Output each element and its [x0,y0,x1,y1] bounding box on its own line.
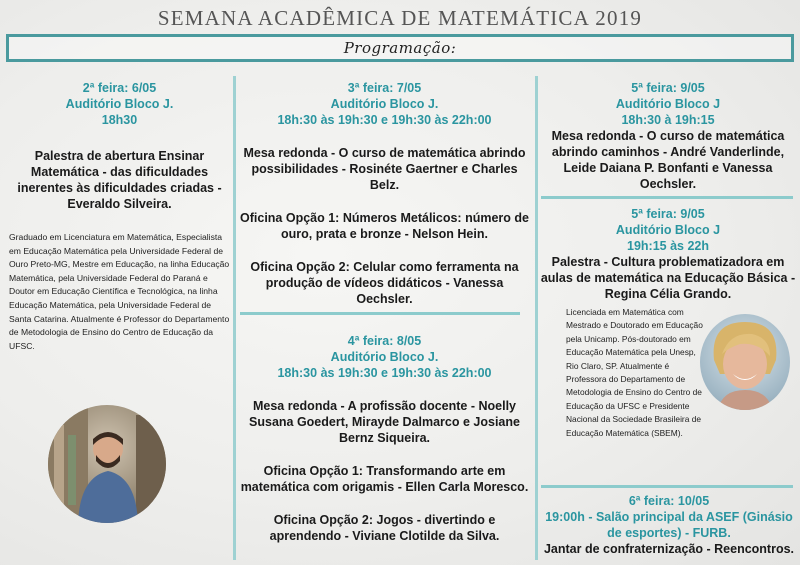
friday-place: 19:00h - Salão principal da ASEF (Ginásio de esportes) - FURB. [545,510,793,540]
wednesday-item-2: Oficina Opção 1: Transformando arte em matemática com origamis - Ellen Carla Moresco. [240,464,529,494]
wednesday-day: 4ª feira: 8/05 [347,334,422,348]
divider-right-1 [541,196,793,199]
program-heading: Programação: [343,39,457,57]
tuesday-block [238,80,531,307]
thursday-block-2 [540,206,796,302]
program-banner [6,34,794,62]
speaker-photo-right [700,314,790,410]
thursday-1-time: 18h:30 à 19h:15 [621,113,715,127]
man-portrait-icon [48,405,166,523]
speaker-bio-right: Licenciada em Matemática com Mestrado e Doutorado em Educação pela Unicamp. Pós-doutorado em Educação Matemática pela Unesp, Rio Claro, SP. Atualmente é Professora do Departamento de Metodologia de Ensino do Centro de Educação da UFSC e Presidente Nacional da Sociedade Brasileira de Educação Matemática (SBEM). [566,307,703,438]
wednesday-item-1: Mesa redonda - A profissão docente - Noelly Susana Goedert, Mirayde Dalmarco e Josiane Bernz Siqueira. [249,399,520,445]
divider-middle [240,312,520,315]
woman-portrait-icon [700,314,790,410]
thursday-2-day: 5ª feira: 9/05 [631,207,705,221]
speaker-photo-left [48,405,166,523]
monday-place: Auditório Bloco J. [65,97,174,111]
friday-block [540,493,798,557]
tuesday-item-2: Oficina Opção 1: Números Metálicos: número de ouro, prata e bronze - Nelson Hein. [240,211,529,241]
thursday-2-time: 19h:15 às 22h [627,239,709,253]
divider-right-2 [541,485,793,488]
thursday-1-place: Auditório Bloco J [615,97,721,111]
tuesday-place: Auditório Bloco J. [330,97,439,111]
wednesday-block [238,333,531,544]
column-divider-left [233,76,236,560]
wednesday-item-3: Oficina Opção 2: Jogos - divertindo e aprendendo - Viviane Clotilde da Silva. [269,513,500,543]
tuesday-item-1: Mesa redonda - O curso de matemática abrindo possibilidades - Rosinéte Gaertner e Charles Belz. [243,146,526,192]
monday-day: 2ª feira: 6/05 [82,81,157,95]
friday-item: Jantar de confraternização - Reencontros. [543,542,795,556]
page-title: SEMANA ACADÊMICA DE MATEMÁTICA 2019 [157,6,643,30]
tuesday-day: 3ª feira: 7/05 [347,81,422,95]
monday-time: 18h30 [101,113,138,127]
thursday-2-item: Palestra - Cultura problematizadora em aulas de matemática na Educação Básica - Regina Célia Grando. [540,255,796,301]
column-divider-right [535,76,538,560]
tuesday-item-3: Oficina Opção 2: Celular como ferramenta na produção de vídeos didáticos - Vanessa Oechsler. [250,260,519,306]
speaker-bio-left: Graduado em Licenciatura em Matemática, Especialista em Educação Matemática pela Universidade Federal de Ouro Preto-MG, Mestre em Educação, na linha Educação Matemática, pela Universidade Federal do Paraná e Doutor em Educação Científica e Tecnológica, na linha Educação Matemática, pela Universidade Federal de Santa Catarina. Atualmente é Professor do Departamento de Metodologia de Ensino do Centro de Educação da UFSC. [9,232,230,351]
thursday-block-1 [540,80,796,192]
wednesday-time: 18h:30 às 19h:30 e 19h:30 às 22h:00 [277,366,492,380]
wednesday-place: Auditório Bloco J. [330,350,439,364]
thursday-2-place: Auditório Bloco J [615,223,721,237]
thursday-1-day: 5ª feira: 9/05 [631,81,705,95]
friday-day: 6ª feira: 10/05 [628,494,710,508]
monday-block [12,80,227,212]
tuesday-time: 18h:30 às 19h:30 e 19h:30 às 22h:00 [277,113,492,127]
monday-talk: Palestra de abertura Ensinar Matemática - das dificuldades inerentes às dificuldades criadas - Everaldo Silveira. [17,149,222,211]
thursday-1-item: Mesa redonda - O curso de matemática abrindo caminhos - André Vanderlinde, Leide Daiana P. Bonfanti e Vanessa Oechsler. [551,129,785,191]
